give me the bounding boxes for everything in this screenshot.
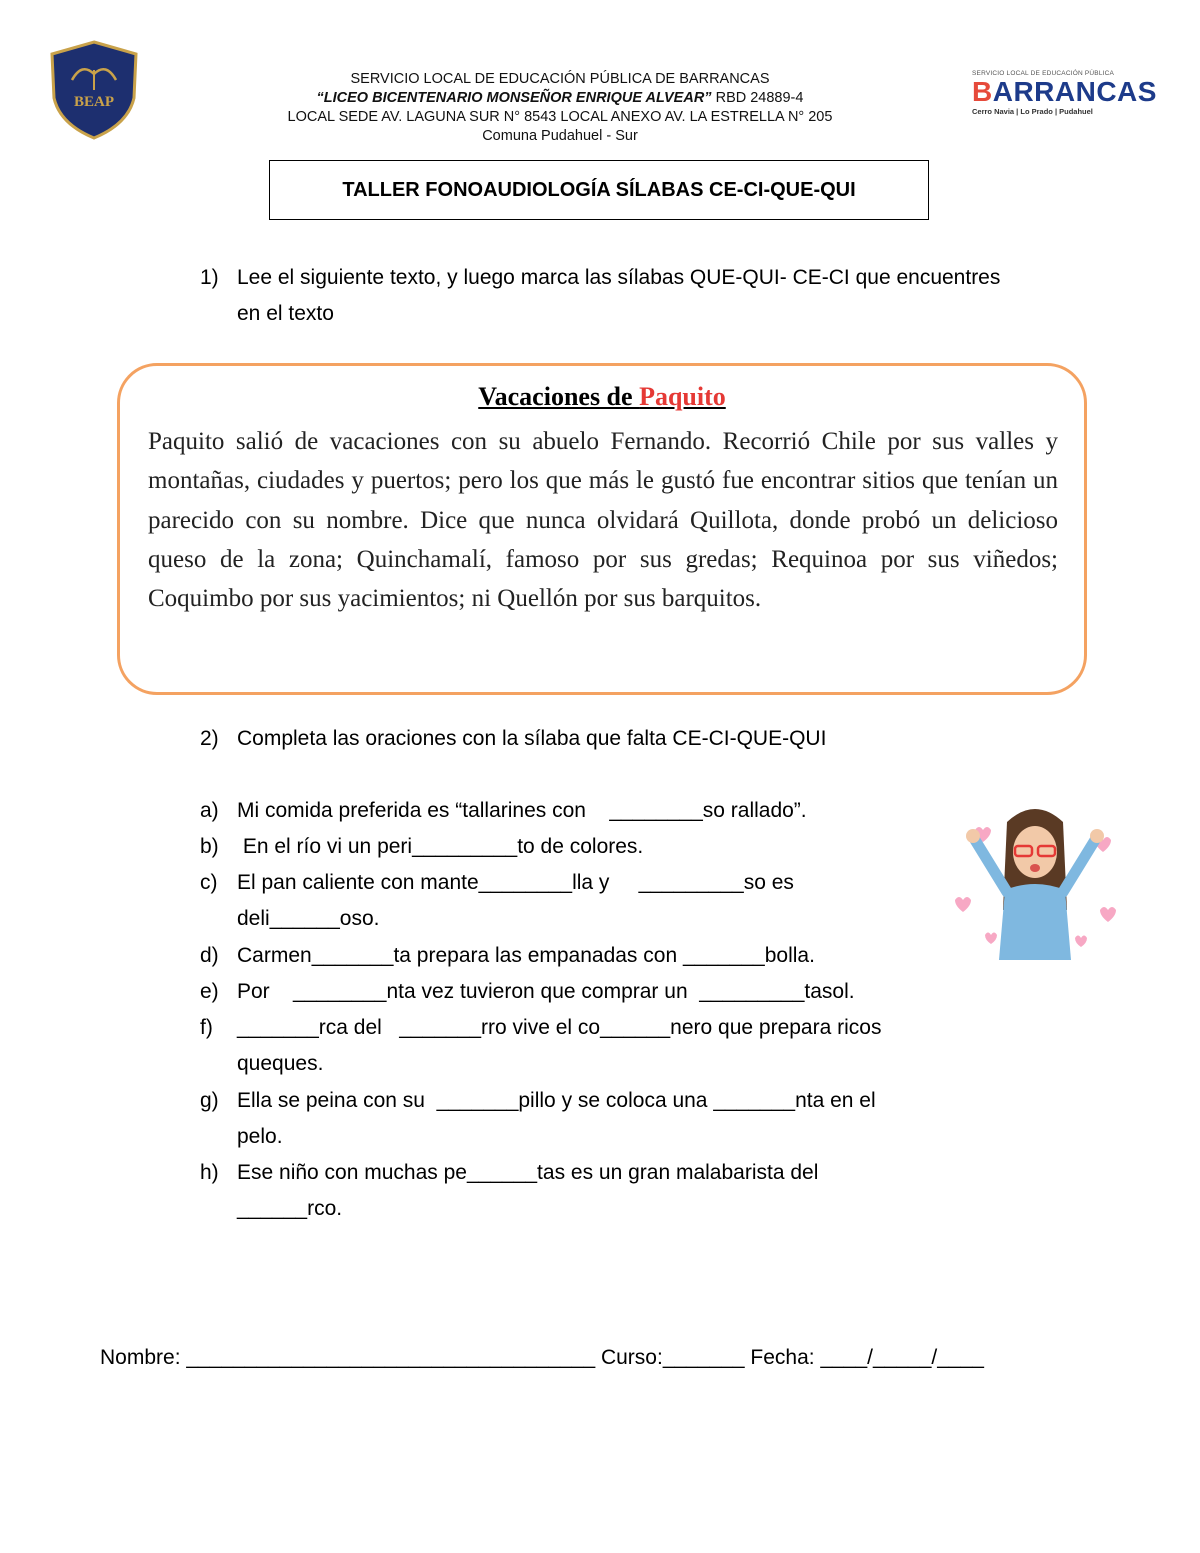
school-rbd: RBD 24889-4 <box>711 90 804 106</box>
exercise-letter: f) <box>200 1016 213 1039</box>
exercise-d-line-1: Carmen_______ta prepara las empanadas con _______bolla. <box>237 944 815 967</box>
instruction-2-text: Completa las oraciones con la sílaba que falta CE-CI-QUE-QUI <box>237 727 827 750</box>
header-line-2 <box>240 89 880 108</box>
header-line-1: SERVICIO LOCAL DE EDUCACIÓN PÚBLICA DE BARRANCAS <box>350 71 770 87</box>
student-info-line: Nombre: ___________________________________ Curso:_______ Fecha: ____/_____/____ <box>100 1346 984 1369</box>
slep-logo-name-rest: ARRANCAS <box>992 76 1157 107</box>
exercise-letter: a) <box>200 799 219 822</box>
school-logo <box>48 40 140 140</box>
exercise-letter: g) <box>200 1089 219 1112</box>
slep-logo-name <box>972 77 1167 107</box>
slep-logo-name-first: B <box>972 76 993 107</box>
exercise-g <box>200 1083 1020 1155</box>
nurse-illustration <box>945 800 1125 960</box>
story-title <box>117 382 1087 412</box>
exercise-letter: h) <box>200 1161 219 1184</box>
instruction-2 <box>200 721 1020 757</box>
instruction-2-number: 2) <box>200 727 219 750</box>
header-line-3: LOCAL SEDE AV. LAGUNA SUR N° 8543 LOCAL ANEXO AV. LA ESTRELLA N° 205 <box>287 109 833 125</box>
slep-logo-top: SERVICIO LOCAL DE EDUCACIÓN PÚBLICA <box>972 70 1115 77</box>
exercise-a-line-1: Mi comida preferida es “tallarines con ________so rallado”. <box>237 799 807 822</box>
story-text: Paquito salió de vacaciones con su abuelo Fernando. Recorrió Chile por sus valles y montañas, ciudades y puertos; pero los que más le gustó fue encontrar sitios que tenían un parecido con su nombre. Dice que nunca olvidará Quillota, donde probó un delicioso queso de la zona; Quinchamalí, famoso por sus gredas; Requinoa por sus viñedos; Coquimbo por sus yacimientos; ni Quellón por sus barquitos. <box>148 428 1058 613</box>
story-title-prefix: Vacaciones de <box>478 382 640 411</box>
exercise-c-line-1: El pan caliente con mante________lla y _________so es <box>237 871 794 894</box>
exercise-b-line-1: En el río vi un peri_________to de colores. <box>237 835 644 858</box>
school-name: “LICEO BICENTENARIO MONSEÑOR ENRIQUE ALVEAR” <box>316 90 712 106</box>
school-logo-text: BEAP <box>73 94 115 110</box>
exercise-c <box>200 865 1020 937</box>
exercise-b <box>200 829 1020 865</box>
slep-barrancas-logo <box>972 70 1167 120</box>
story-title-name: Paquito <box>639 382 726 411</box>
exercise-e <box>200 974 1020 1010</box>
exercise-letter: c) <box>200 871 218 894</box>
instruction-1-number: 1) <box>200 266 219 289</box>
worksheet-title: TALLER FONOAUDIOLOGÍA SÍLABAS CE-CI-QUE-QUI <box>269 160 929 220</box>
exercise-letter: b) <box>200 835 219 858</box>
school-header <box>240 70 880 146</box>
exercise-f-line-1: _______rca del _______rro vive el co______nero que prepara ricos <box>237 1016 882 1039</box>
instruction-1 <box>200 260 1020 332</box>
exercise-f-line-2: queques. <box>237 1052 324 1075</box>
exercise-d <box>200 938 1020 974</box>
instruction-1-text: Lee el siguiente texto, y luego marca las sílabas QUE-QUI- CE-CI que encuentres en el texto <box>237 266 1001 325</box>
exercise-g-line-2: pelo. <box>237 1125 283 1148</box>
exercise-letter: e) <box>200 980 219 1003</box>
exercise-h <box>200 1155 1020 1227</box>
exercise-h-line-1: Ese niño con muchas pe______tas es un gran malabarista del <box>237 1161 819 1184</box>
exercise-e-line-1: Por ________nta vez tuvieron que comprar un _________tasol. <box>237 980 855 1003</box>
exercise-c-line-2: deli______oso. <box>237 907 380 930</box>
exercise-f <box>200 1010 1020 1082</box>
header-line-4: Comuna Pudahuel - Sur <box>482 128 638 144</box>
slep-logo-sub: Cerro Navia | Lo Prado | Pudahuel <box>972 107 1093 116</box>
exercise-g-line-1: Ella se peina con su _______pillo y se coloca una _______nta en el <box>237 1089 876 1112</box>
exercise-letter: d) <box>200 944 219 967</box>
exercise-h-line-2: ______rco. <box>237 1197 343 1220</box>
exercise-a <box>200 793 1020 829</box>
